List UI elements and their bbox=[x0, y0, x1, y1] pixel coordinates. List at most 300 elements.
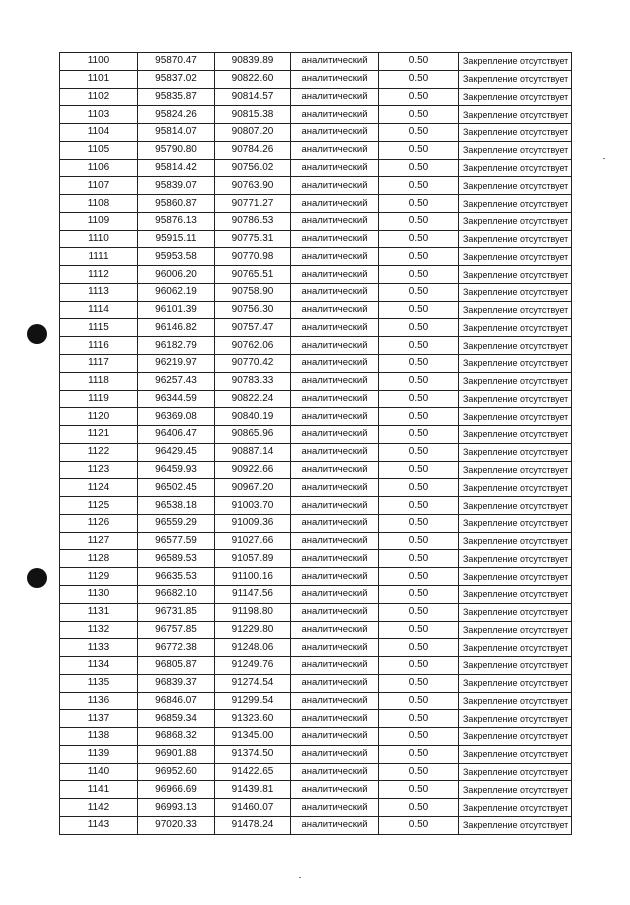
point-number-cell: 1101 bbox=[60, 70, 138, 88]
accuracy-cell: 0.50 bbox=[379, 88, 459, 106]
x-coordinate-cell: 96344.59 bbox=[138, 390, 215, 408]
x-coordinate-cell: 95839.07 bbox=[138, 177, 215, 195]
method-cell: аналитический bbox=[291, 710, 379, 728]
y-coordinate-cell: 91274.54 bbox=[215, 674, 291, 692]
method-cell: аналитический bbox=[291, 283, 379, 301]
fixation-note-cell: Закрепление отсутствует bbox=[459, 319, 572, 337]
x-coordinate-cell: 96219.97 bbox=[138, 355, 215, 373]
accuracy-cell: 0.50 bbox=[379, 639, 459, 657]
y-coordinate-cell: 91248.06 bbox=[215, 639, 291, 657]
y-coordinate-cell: 91009.36 bbox=[215, 514, 291, 532]
method-cell: аналитический bbox=[291, 408, 379, 426]
y-coordinate-cell: 90763.90 bbox=[215, 177, 291, 195]
x-coordinate-cell: 96682.10 bbox=[138, 585, 215, 603]
y-coordinate-cell: 90822.60 bbox=[215, 70, 291, 88]
accuracy-cell: 0.50 bbox=[379, 301, 459, 319]
point-number-cell: 1123 bbox=[60, 461, 138, 479]
accuracy-cell: 0.50 bbox=[379, 443, 459, 461]
method-cell: аналитический bbox=[291, 745, 379, 763]
y-coordinate-cell: 90765.51 bbox=[215, 266, 291, 284]
scan-speck bbox=[603, 158, 605, 159]
fixation-note-cell: Закрепление отсутствует bbox=[459, 212, 572, 230]
fixation-note-cell: Закрепление отсутствует bbox=[459, 728, 572, 746]
table-row bbox=[60, 443, 572, 461]
point-number-cell: 1108 bbox=[60, 195, 138, 213]
accuracy-cell: 0.50 bbox=[379, 283, 459, 301]
accuracy-cell: 0.50 bbox=[379, 585, 459, 603]
fixation-note-cell: Закрепление отсутствует bbox=[459, 532, 572, 550]
fixation-note-cell: Закрепление отсутствует bbox=[459, 568, 572, 586]
y-coordinate-cell: 90865.96 bbox=[215, 426, 291, 444]
fixation-note-cell: Закрепление отсутствует bbox=[459, 301, 572, 319]
table-row bbox=[60, 745, 572, 763]
punch-hole-top bbox=[27, 324, 47, 344]
method-cell: аналитический bbox=[291, 88, 379, 106]
table-row bbox=[60, 195, 572, 213]
point-number-cell: 1112 bbox=[60, 266, 138, 284]
x-coordinate-cell: 96538.18 bbox=[138, 497, 215, 515]
y-coordinate-cell: 90758.90 bbox=[215, 283, 291, 301]
accuracy-cell: 0.50 bbox=[379, 355, 459, 373]
fixation-note-cell: Закрепление отсутствует bbox=[459, 70, 572, 88]
table-row bbox=[60, 248, 572, 266]
point-number-cell: 1113 bbox=[60, 283, 138, 301]
y-coordinate-cell: 90756.02 bbox=[215, 159, 291, 177]
fixation-note-cell: Закрепление отсутствует bbox=[459, 603, 572, 621]
accuracy-cell: 0.50 bbox=[379, 177, 459, 195]
accuracy-cell: 0.50 bbox=[379, 692, 459, 710]
x-coordinate-cell: 95860.87 bbox=[138, 195, 215, 213]
method-cell: аналитический bbox=[291, 372, 379, 390]
point-number-cell: 1134 bbox=[60, 657, 138, 675]
accuracy-cell: 0.50 bbox=[379, 372, 459, 390]
accuracy-cell: 0.50 bbox=[379, 621, 459, 639]
fixation-note-cell: Закрепление отсутствует bbox=[459, 479, 572, 497]
method-cell: аналитический bbox=[291, 550, 379, 568]
table-row bbox=[60, 230, 572, 248]
point-number-cell: 1125 bbox=[60, 497, 138, 515]
table-row bbox=[60, 585, 572, 603]
point-number-cell: 1105 bbox=[60, 141, 138, 159]
y-coordinate-cell: 91478.24 bbox=[215, 816, 291, 834]
fixation-note-cell: Закрепление отсутствует bbox=[459, 426, 572, 444]
accuracy-cell: 0.50 bbox=[379, 248, 459, 266]
accuracy-cell: 0.50 bbox=[379, 497, 459, 515]
fixation-note-cell: Закрепление отсутствует bbox=[459, 745, 572, 763]
table-row bbox=[60, 212, 572, 230]
y-coordinate-cell: 90839.89 bbox=[215, 53, 291, 71]
accuracy-cell: 0.50 bbox=[379, 514, 459, 532]
table-row bbox=[60, 70, 572, 88]
point-number-cell: 1137 bbox=[60, 710, 138, 728]
point-number-cell: 1132 bbox=[60, 621, 138, 639]
x-coordinate-cell: 97020.33 bbox=[138, 816, 215, 834]
point-number-cell: 1104 bbox=[60, 124, 138, 142]
fixation-note-cell: Закрепление отсутствует bbox=[459, 177, 572, 195]
point-number-cell: 1133 bbox=[60, 639, 138, 657]
method-cell: аналитический bbox=[291, 141, 379, 159]
fixation-note-cell: Закрепление отсутствует bbox=[459, 53, 572, 71]
fixation-note-cell: Закрепление отсутствует bbox=[459, 372, 572, 390]
fixation-note-cell: Закрепление отсутствует bbox=[459, 585, 572, 603]
point-number-cell: 1100 bbox=[60, 53, 138, 71]
accuracy-cell: 0.50 bbox=[379, 674, 459, 692]
point-number-cell: 1131 bbox=[60, 603, 138, 621]
y-coordinate-cell: 90756.30 bbox=[215, 301, 291, 319]
table-row bbox=[60, 674, 572, 692]
accuracy-cell: 0.50 bbox=[379, 816, 459, 834]
y-coordinate-cell: 90967.20 bbox=[215, 479, 291, 497]
table-row bbox=[60, 497, 572, 515]
table-row bbox=[60, 159, 572, 177]
method-cell: аналитический bbox=[291, 568, 379, 586]
table-row bbox=[60, 355, 572, 373]
x-coordinate-cell: 96901.88 bbox=[138, 745, 215, 763]
method-cell: аналитический bbox=[291, 639, 379, 657]
fixation-note-cell: Закрепление отсутствует bbox=[459, 355, 572, 373]
accuracy-cell: 0.50 bbox=[379, 106, 459, 124]
fixation-note-cell: Закрепление отсутствует bbox=[459, 283, 572, 301]
fixation-note-cell: Закрепление отсутствует bbox=[459, 639, 572, 657]
fixation-note-cell: Закрепление отсутствует bbox=[459, 816, 572, 834]
point-number-cell: 1128 bbox=[60, 550, 138, 568]
point-number-cell: 1136 bbox=[60, 692, 138, 710]
accuracy-cell: 0.50 bbox=[379, 53, 459, 71]
y-coordinate-cell: 90822.24 bbox=[215, 390, 291, 408]
fixation-note-cell: Закрепление отсутствует bbox=[459, 461, 572, 479]
coordinates-table bbox=[59, 52, 572, 835]
x-coordinate-cell: 95814.07 bbox=[138, 124, 215, 142]
point-number-cell: 1138 bbox=[60, 728, 138, 746]
fixation-note-cell: Закрепление отсутствует bbox=[459, 106, 572, 124]
accuracy-cell: 0.50 bbox=[379, 532, 459, 550]
accuracy-cell: 0.50 bbox=[379, 781, 459, 799]
y-coordinate-cell: 91323.60 bbox=[215, 710, 291, 728]
y-coordinate-cell: 90814.57 bbox=[215, 88, 291, 106]
fixation-note-cell: Закрепление отсутствует bbox=[459, 88, 572, 106]
method-cell: аналитический bbox=[291, 816, 379, 834]
table-row bbox=[60, 514, 572, 532]
y-coordinate-cell: 91460.07 bbox=[215, 799, 291, 817]
table-row bbox=[60, 283, 572, 301]
fixation-note-cell: Закрепление отсутствует bbox=[459, 248, 572, 266]
table-row bbox=[60, 568, 572, 586]
point-number-cell: 1103 bbox=[60, 106, 138, 124]
table-row bbox=[60, 621, 572, 639]
y-coordinate-cell: 91439.81 bbox=[215, 781, 291, 799]
x-coordinate-cell: 96589.53 bbox=[138, 550, 215, 568]
x-coordinate-cell: 96006.20 bbox=[138, 266, 215, 284]
y-coordinate-cell: 91100.16 bbox=[215, 568, 291, 586]
accuracy-cell: 0.50 bbox=[379, 603, 459, 621]
table-row bbox=[60, 603, 572, 621]
point-number-cell: 1122 bbox=[60, 443, 138, 461]
point-number-cell: 1130 bbox=[60, 585, 138, 603]
point-number-cell: 1126 bbox=[60, 514, 138, 532]
accuracy-cell: 0.50 bbox=[379, 745, 459, 763]
point-number-cell: 1115 bbox=[60, 319, 138, 337]
point-number-cell: 1140 bbox=[60, 763, 138, 781]
x-coordinate-cell: 95870.47 bbox=[138, 53, 215, 71]
point-number-cell: 1117 bbox=[60, 355, 138, 373]
x-coordinate-cell: 96257.43 bbox=[138, 372, 215, 390]
method-cell: аналитический bbox=[291, 443, 379, 461]
fixation-note-cell: Закрепление отсутствует bbox=[459, 141, 572, 159]
method-cell: аналитический bbox=[291, 248, 379, 266]
y-coordinate-cell: 91198.80 bbox=[215, 603, 291, 621]
fixation-note-cell: Закрепление отсутствует bbox=[459, 497, 572, 515]
x-coordinate-cell: 96757.85 bbox=[138, 621, 215, 639]
y-coordinate-cell: 91229.80 bbox=[215, 621, 291, 639]
scan-speck bbox=[299, 877, 301, 878]
method-cell: аналитический bbox=[291, 124, 379, 142]
method-cell: аналитический bbox=[291, 106, 379, 124]
x-coordinate-cell: 95814.42 bbox=[138, 159, 215, 177]
x-coordinate-cell: 96459.93 bbox=[138, 461, 215, 479]
y-coordinate-cell: 91147.56 bbox=[215, 585, 291, 603]
x-coordinate-cell: 96062.19 bbox=[138, 283, 215, 301]
point-number-cell: 1129 bbox=[60, 568, 138, 586]
punch-hole-bottom bbox=[27, 568, 47, 588]
x-coordinate-cell: 95824.26 bbox=[138, 106, 215, 124]
fixation-note-cell: Закрепление отсутствует bbox=[459, 124, 572, 142]
accuracy-cell: 0.50 bbox=[379, 710, 459, 728]
method-cell: аналитический bbox=[291, 319, 379, 337]
y-coordinate-cell: 90784.26 bbox=[215, 141, 291, 159]
x-coordinate-cell: 96559.29 bbox=[138, 514, 215, 532]
y-coordinate-cell: 90770.98 bbox=[215, 248, 291, 266]
fixation-note-cell: Закрепление отсутствует bbox=[459, 195, 572, 213]
accuracy-cell: 0.50 bbox=[379, 212, 459, 230]
method-cell: аналитический bbox=[291, 763, 379, 781]
method-cell: аналитический bbox=[291, 621, 379, 639]
point-number-cell: 1124 bbox=[60, 479, 138, 497]
method-cell: аналитический bbox=[291, 514, 379, 532]
point-number-cell: 1142 bbox=[60, 799, 138, 817]
point-number-cell: 1139 bbox=[60, 745, 138, 763]
accuracy-cell: 0.50 bbox=[379, 195, 459, 213]
x-coordinate-cell: 95835.87 bbox=[138, 88, 215, 106]
method-cell: аналитический bbox=[291, 426, 379, 444]
fixation-note-cell: Закрепление отсутствует bbox=[459, 763, 572, 781]
accuracy-cell: 0.50 bbox=[379, 763, 459, 781]
accuracy-cell: 0.50 bbox=[379, 728, 459, 746]
point-number-cell: 1114 bbox=[60, 301, 138, 319]
x-coordinate-cell: 96146.82 bbox=[138, 319, 215, 337]
y-coordinate-cell: 90762.06 bbox=[215, 337, 291, 355]
fixation-note-cell: Закрепление отсутствует bbox=[459, 266, 572, 284]
accuracy-cell: 0.50 bbox=[379, 426, 459, 444]
table-row bbox=[60, 532, 572, 550]
y-coordinate-cell: 90786.53 bbox=[215, 212, 291, 230]
table-row bbox=[60, 639, 572, 657]
fixation-note-cell: Закрепление отсутствует bbox=[459, 710, 572, 728]
fixation-note-cell: Закрепление отсутствует bbox=[459, 390, 572, 408]
accuracy-cell: 0.50 bbox=[379, 461, 459, 479]
table-row bbox=[60, 728, 572, 746]
table-row bbox=[60, 141, 572, 159]
accuracy-cell: 0.50 bbox=[379, 550, 459, 568]
x-coordinate-cell: 96369.08 bbox=[138, 408, 215, 426]
coordinates-table-body bbox=[60, 53, 572, 835]
point-number-cell: 1143 bbox=[60, 816, 138, 834]
accuracy-cell: 0.50 bbox=[379, 124, 459, 142]
y-coordinate-cell: 91027.66 bbox=[215, 532, 291, 550]
method-cell: аналитический bbox=[291, 390, 379, 408]
table-row bbox=[60, 461, 572, 479]
y-coordinate-cell: 91003.70 bbox=[215, 497, 291, 515]
x-coordinate-cell: 96182.79 bbox=[138, 337, 215, 355]
point-number-cell: 1141 bbox=[60, 781, 138, 799]
table-row bbox=[60, 710, 572, 728]
table-row bbox=[60, 177, 572, 195]
x-coordinate-cell: 96952.60 bbox=[138, 763, 215, 781]
y-coordinate-cell: 90807.20 bbox=[215, 124, 291, 142]
x-coordinate-cell: 95790.80 bbox=[138, 141, 215, 159]
method-cell: аналитический bbox=[291, 159, 379, 177]
accuracy-cell: 0.50 bbox=[379, 266, 459, 284]
fixation-note-cell: Закрепление отсутствует bbox=[459, 621, 572, 639]
table-row bbox=[60, 408, 572, 426]
x-coordinate-cell: 96839.37 bbox=[138, 674, 215, 692]
table-row bbox=[60, 53, 572, 71]
method-cell: аналитический bbox=[291, 585, 379, 603]
x-coordinate-cell: 95915.11 bbox=[138, 230, 215, 248]
y-coordinate-cell: 91345.00 bbox=[215, 728, 291, 746]
accuracy-cell: 0.50 bbox=[379, 141, 459, 159]
table-row bbox=[60, 301, 572, 319]
table-row bbox=[60, 319, 572, 337]
x-coordinate-cell: 96805.87 bbox=[138, 657, 215, 675]
y-coordinate-cell: 91057.89 bbox=[215, 550, 291, 568]
point-number-cell: 1111 bbox=[60, 248, 138, 266]
fixation-note-cell: Закрепление отсутствует bbox=[459, 337, 572, 355]
accuracy-cell: 0.50 bbox=[379, 657, 459, 675]
x-coordinate-cell: 96502.45 bbox=[138, 479, 215, 497]
table-row bbox=[60, 550, 572, 568]
method-cell: аналитический bbox=[291, 53, 379, 71]
table-row bbox=[60, 763, 572, 781]
point-number-cell: 1118 bbox=[60, 372, 138, 390]
table-row bbox=[60, 390, 572, 408]
x-coordinate-cell: 96772.38 bbox=[138, 639, 215, 657]
table-row bbox=[60, 266, 572, 284]
table-row bbox=[60, 88, 572, 106]
point-number-cell: 1116 bbox=[60, 337, 138, 355]
point-number-cell: 1119 bbox=[60, 390, 138, 408]
fixation-note-cell: Закрепление отсутствует bbox=[459, 408, 572, 426]
method-cell: аналитический bbox=[291, 355, 379, 373]
method-cell: аналитический bbox=[291, 212, 379, 230]
x-coordinate-cell: 95953.58 bbox=[138, 248, 215, 266]
x-coordinate-cell: 95837.02 bbox=[138, 70, 215, 88]
x-coordinate-cell: 96966.69 bbox=[138, 781, 215, 799]
point-number-cell: 1109 bbox=[60, 212, 138, 230]
accuracy-cell: 0.50 bbox=[379, 479, 459, 497]
table-row bbox=[60, 479, 572, 497]
method-cell: аналитический bbox=[291, 674, 379, 692]
point-number-cell: 1127 bbox=[60, 532, 138, 550]
x-coordinate-cell: 96429.45 bbox=[138, 443, 215, 461]
accuracy-cell: 0.50 bbox=[379, 70, 459, 88]
point-number-cell: 1107 bbox=[60, 177, 138, 195]
method-cell: аналитический bbox=[291, 497, 379, 515]
accuracy-cell: 0.50 bbox=[379, 159, 459, 177]
method-cell: аналитический bbox=[291, 692, 379, 710]
table-row bbox=[60, 337, 572, 355]
method-cell: аналитический bbox=[291, 337, 379, 355]
method-cell: аналитический bbox=[291, 177, 379, 195]
y-coordinate-cell: 91249.76 bbox=[215, 657, 291, 675]
x-coordinate-cell: 96577.59 bbox=[138, 532, 215, 550]
method-cell: аналитический bbox=[291, 266, 379, 284]
accuracy-cell: 0.50 bbox=[379, 408, 459, 426]
method-cell: аналитический bbox=[291, 532, 379, 550]
table-row bbox=[60, 124, 572, 142]
fixation-note-cell: Закрепление отсутствует bbox=[459, 674, 572, 692]
method-cell: аналитический bbox=[291, 230, 379, 248]
method-cell: аналитический bbox=[291, 70, 379, 88]
fixation-note-cell: Закрепление отсутствует bbox=[459, 159, 572, 177]
y-coordinate-cell: 90771.27 bbox=[215, 195, 291, 213]
y-coordinate-cell: 90840.19 bbox=[215, 408, 291, 426]
x-coordinate-cell: 96993.13 bbox=[138, 799, 215, 817]
point-number-cell: 1120 bbox=[60, 408, 138, 426]
x-coordinate-cell: 95876.13 bbox=[138, 212, 215, 230]
y-coordinate-cell: 91299.54 bbox=[215, 692, 291, 710]
y-coordinate-cell: 90757.47 bbox=[215, 319, 291, 337]
x-coordinate-cell: 96859.34 bbox=[138, 710, 215, 728]
table-row bbox=[60, 692, 572, 710]
point-number-cell: 1121 bbox=[60, 426, 138, 444]
accuracy-cell: 0.50 bbox=[379, 390, 459, 408]
fixation-note-cell: Закрепление отсутствует bbox=[459, 514, 572, 532]
y-coordinate-cell: 90775.31 bbox=[215, 230, 291, 248]
accuracy-cell: 0.50 bbox=[379, 568, 459, 586]
y-coordinate-cell: 91422.65 bbox=[215, 763, 291, 781]
fixation-note-cell: Закрепление отсутствует bbox=[459, 657, 572, 675]
table-row bbox=[60, 799, 572, 817]
y-coordinate-cell: 90887.14 bbox=[215, 443, 291, 461]
method-cell: аналитический bbox=[291, 479, 379, 497]
table-row bbox=[60, 426, 572, 444]
method-cell: аналитический bbox=[291, 799, 379, 817]
fixation-note-cell: Закрепление отсутствует bbox=[459, 781, 572, 799]
fixation-note-cell: Закрепление отсутствует bbox=[459, 799, 572, 817]
x-coordinate-cell: 96406.47 bbox=[138, 426, 215, 444]
y-coordinate-cell: 90922.66 bbox=[215, 461, 291, 479]
fixation-note-cell: Закрепление отсутствует bbox=[459, 230, 572, 248]
table-row bbox=[60, 657, 572, 675]
accuracy-cell: 0.50 bbox=[379, 799, 459, 817]
x-coordinate-cell: 96101.39 bbox=[138, 301, 215, 319]
point-number-cell: 1106 bbox=[60, 159, 138, 177]
accuracy-cell: 0.50 bbox=[379, 319, 459, 337]
method-cell: аналитический bbox=[291, 461, 379, 479]
table-row bbox=[60, 372, 572, 390]
fixation-note-cell: Закрепление отсутствует bbox=[459, 443, 572, 461]
y-coordinate-cell: 91374.50 bbox=[215, 745, 291, 763]
table-row bbox=[60, 781, 572, 799]
x-coordinate-cell: 96731.85 bbox=[138, 603, 215, 621]
fixation-note-cell: Закрепление отсутствует bbox=[459, 692, 572, 710]
method-cell: аналитический bbox=[291, 728, 379, 746]
y-coordinate-cell: 90783.33 bbox=[215, 372, 291, 390]
y-coordinate-cell: 90815.38 bbox=[215, 106, 291, 124]
table-row bbox=[60, 816, 572, 834]
fixation-note-cell: Закрепление отсутствует bbox=[459, 550, 572, 568]
point-number-cell: 1135 bbox=[60, 674, 138, 692]
